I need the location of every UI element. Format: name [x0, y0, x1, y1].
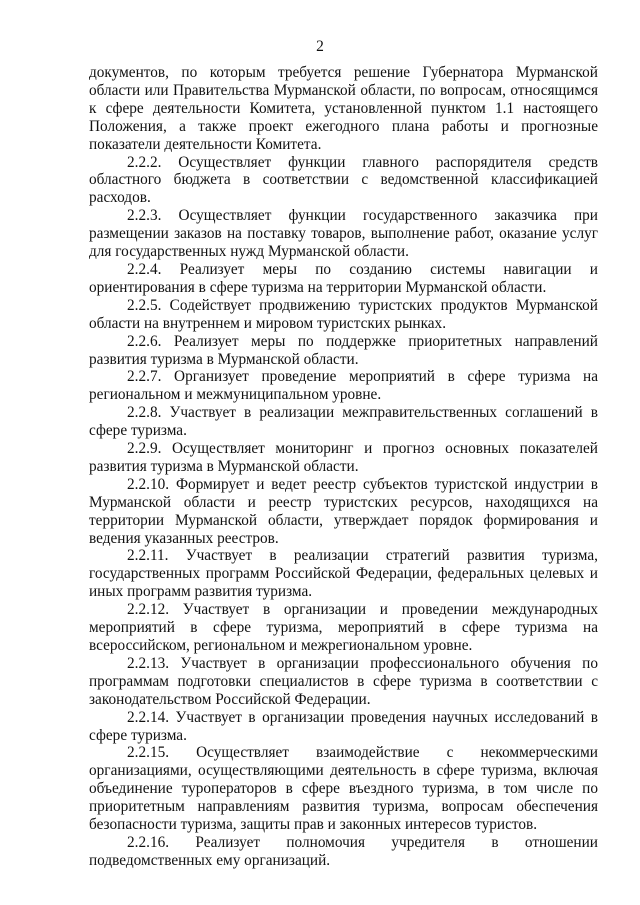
- clause-2-2-15: 2.2.15. Осуществляет взаимодействие с некоммерческими организациями, осуществляющими деятельность в сфере туризма, включая объединение туроператоров в сфере въездного туризма, в том числе по приоритетным направлениям развития туризма, вопросам обеспечения безопасности туризма, защиты прав и законных интересов туристов.: [89, 744, 598, 834]
- clause-2-2-10: 2.2.10. Формирует и ведет реестр субъектов туристской индустрии в Мурманской области и реестр туристских ресурсов, находящихся на территории Мурманской области, утверждает порядок формирования и ведения указанных реестров.: [89, 475, 598, 547]
- clause-2-2-14: 2.2.14. Участвует в организации проведения научных исследований в сфере туризма.: [89, 708, 598, 744]
- clause-2-2-12: 2.2.12. Участвует в организации и проведении международных мероприятий в сфере туризма, мероприятий в сфере туризма на всероссийском, региональном и межрегиональном уровне.: [89, 601, 598, 654]
- clause-2-2-2: 2.2.2. Осуществляет функции главного распорядителя средств областного бюджета в соответствии с ведомственной классификацией расходов.: [89, 153, 598, 207]
- clause-2-2-16: 2.2.16. Реализует полномочия учредителя в отношении подведомственных ему организаций.: [89, 833, 598, 869]
- clause-2-2-5: 2.2.5. Содействует продвижению туристских продуктов Мурманской области на внутреннем и мировом туристских рынках.: [89, 296, 598, 332]
- clause-2-2-8: 2.2.8. Участвует в реализации межправительственных соглашений в сфере туризма.: [89, 404, 598, 440]
- paragraph-continuation: документов, по которым требуется решение Губернатора Мурманской области или Правительства Мурманской области, по вопросам, относящимся к сфере деятельности Комитета, установленной пунктом 1.1 настоящего Положения, а также проект ежегодного плана работы и прогнозные показатели деятельности Комитета.: [89, 64, 598, 153]
- clause-2-2-3: 2.2.3. Осуществляет функции государственного заказчика при размещении заказов на поставку товаров, выполнение работ, оказание услуг для государственных нужд Мурманской области.: [89, 207, 598, 261]
- clause-2-2-4: 2.2.4. Реализует меры по созданию системы навигации и ориентирования в сфере туризма на территории Мурманской области.: [89, 260, 598, 296]
- document-body: [89, 64, 598, 870]
- clause-2-2-6: 2.2.6. Реализует меры по поддержке приоритетных направлений развития туризма в Мурманской области.: [89, 332, 598, 368]
- clause-2-2-7: 2.2.7. Организует проведение мероприятий в сфере туризма на региональном и межмуниципальном уровне.: [89, 368, 598, 404]
- page-number: 2: [316, 38, 324, 55]
- clause-2-2-13: 2.2.13. Участвует в организации профессионального обучения по программам подготовки специалистов в сфере туризма в соответствии с законодательством Российской Федерации.: [89, 654, 598, 708]
- clause-2-2-11: 2.2.11. Участвует в реализации стратегий развития туризма, государственных программ Российской Федерации, федеральных целевых и иных программ развития туризма.: [89, 547, 598, 601]
- clause-2-2-9: 2.2.9. Осуществляет мониторинг и прогноз основных показателей развития туризма в Мурманской области.: [89, 440, 598, 475]
